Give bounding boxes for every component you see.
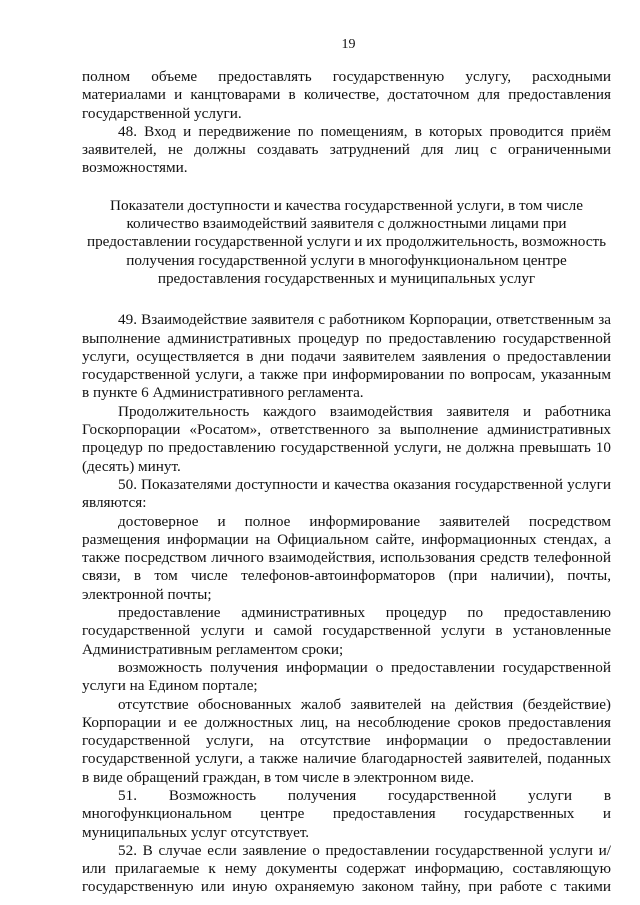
heading-line: предоставления государственных и муниципальных услуг	[157, 269, 536, 287]
paragraph-50-item-complaints: отсутствие обоснованных жалоб заявителей на действия (бездействие) Корпорации и ее должностных лиц, на несоблюдение сроков предоставления государственной услуги, на отсутствие информации о предоставлении государственной услуги, а также наличие благодарностей заявителей, поданных в виде обращений граждан, в том числе в электронном виде.	[82, 695, 611, 786]
paragraph-51: 51. Возможность получения государственной услуги в многофункциональном центре предоставления государственных и муниципальных услуг отсутствует.	[82, 786, 611, 841]
paragraph-52: 52. В случае если заявление о предоставлении государственной услуги и/или прилагаемые к нему документы содержат информацию, составляющую государственную или иную охраняемую законом тайну, при работе с такими	[82, 841, 611, 896]
paragraph-50-item-informing: достоверное и полное информирование заявителей посредством размещения информации на Официальном сайте, информационных стендах, а также посредством личного взаимодействия, использования средств телефонной связи, в том числе телефонов-автоинформаторов (при наличии), почты, электронной почты;	[82, 512, 611, 603]
heading-line: получения государственной услуги в многофункциональном центре	[126, 251, 567, 269]
paragraph-49: 49. Взаимодействие заявителя с работником Корпорации, ответственным за выполнение административных процедур по предоставлению государственной услуги, осуществляется в дни подачи заявителем заявления о предоставлении государственной услуги, а также при информировании по вопросам, указанным в пункте 6 Административного регламента.	[82, 311, 611, 402]
page-number: 19	[341, 37, 356, 52]
heading-line: предоставлении государственной услуги и их продолжительность, возможность	[86, 233, 607, 251]
paragraph-50-item-portal: возможность получения информации о предоставлении государственной услуги на Едином портале;	[82, 658, 611, 695]
heading-line: Показатели доступности и качества государственной услуги, в том числе	[110, 196, 583, 214]
heading-line: количество взаимодействий заявителя с должностными лицами при	[126, 215, 567, 233]
paragraph-50: 50. Показателями доступности и качества оказания государственной услуги являются:	[82, 475, 611, 512]
paragraph-continuation: полном объеме предоставлять государственную услугу, расходными материалами и канцтоварами в количестве, достаточном для предоставления государственной услуги.	[82, 68, 611, 122]
paragraph-48: 48. Вход и передвижение по помещениям, в которых проводится приём заявителей, не должны создавать затруднений для лиц с ограниченными возможностями.	[82, 122, 611, 177]
paragraph-50-item-deadlines: предоставление административных процедур по предоставлению государственной услуги и самой государственной услуги в установленные Административным регламентом сроки;	[82, 604, 611, 658]
paragraph-49-duration: Продолжительность каждого взаимодействия заявителя и работника Госкорпорации «Росатом», ответственного за выполнение административных процедур по предоставлению государственной услуги, не должна превышать 10 (десять) минут.	[82, 402, 611, 475]
section-heading	[82, 197, 611, 288]
